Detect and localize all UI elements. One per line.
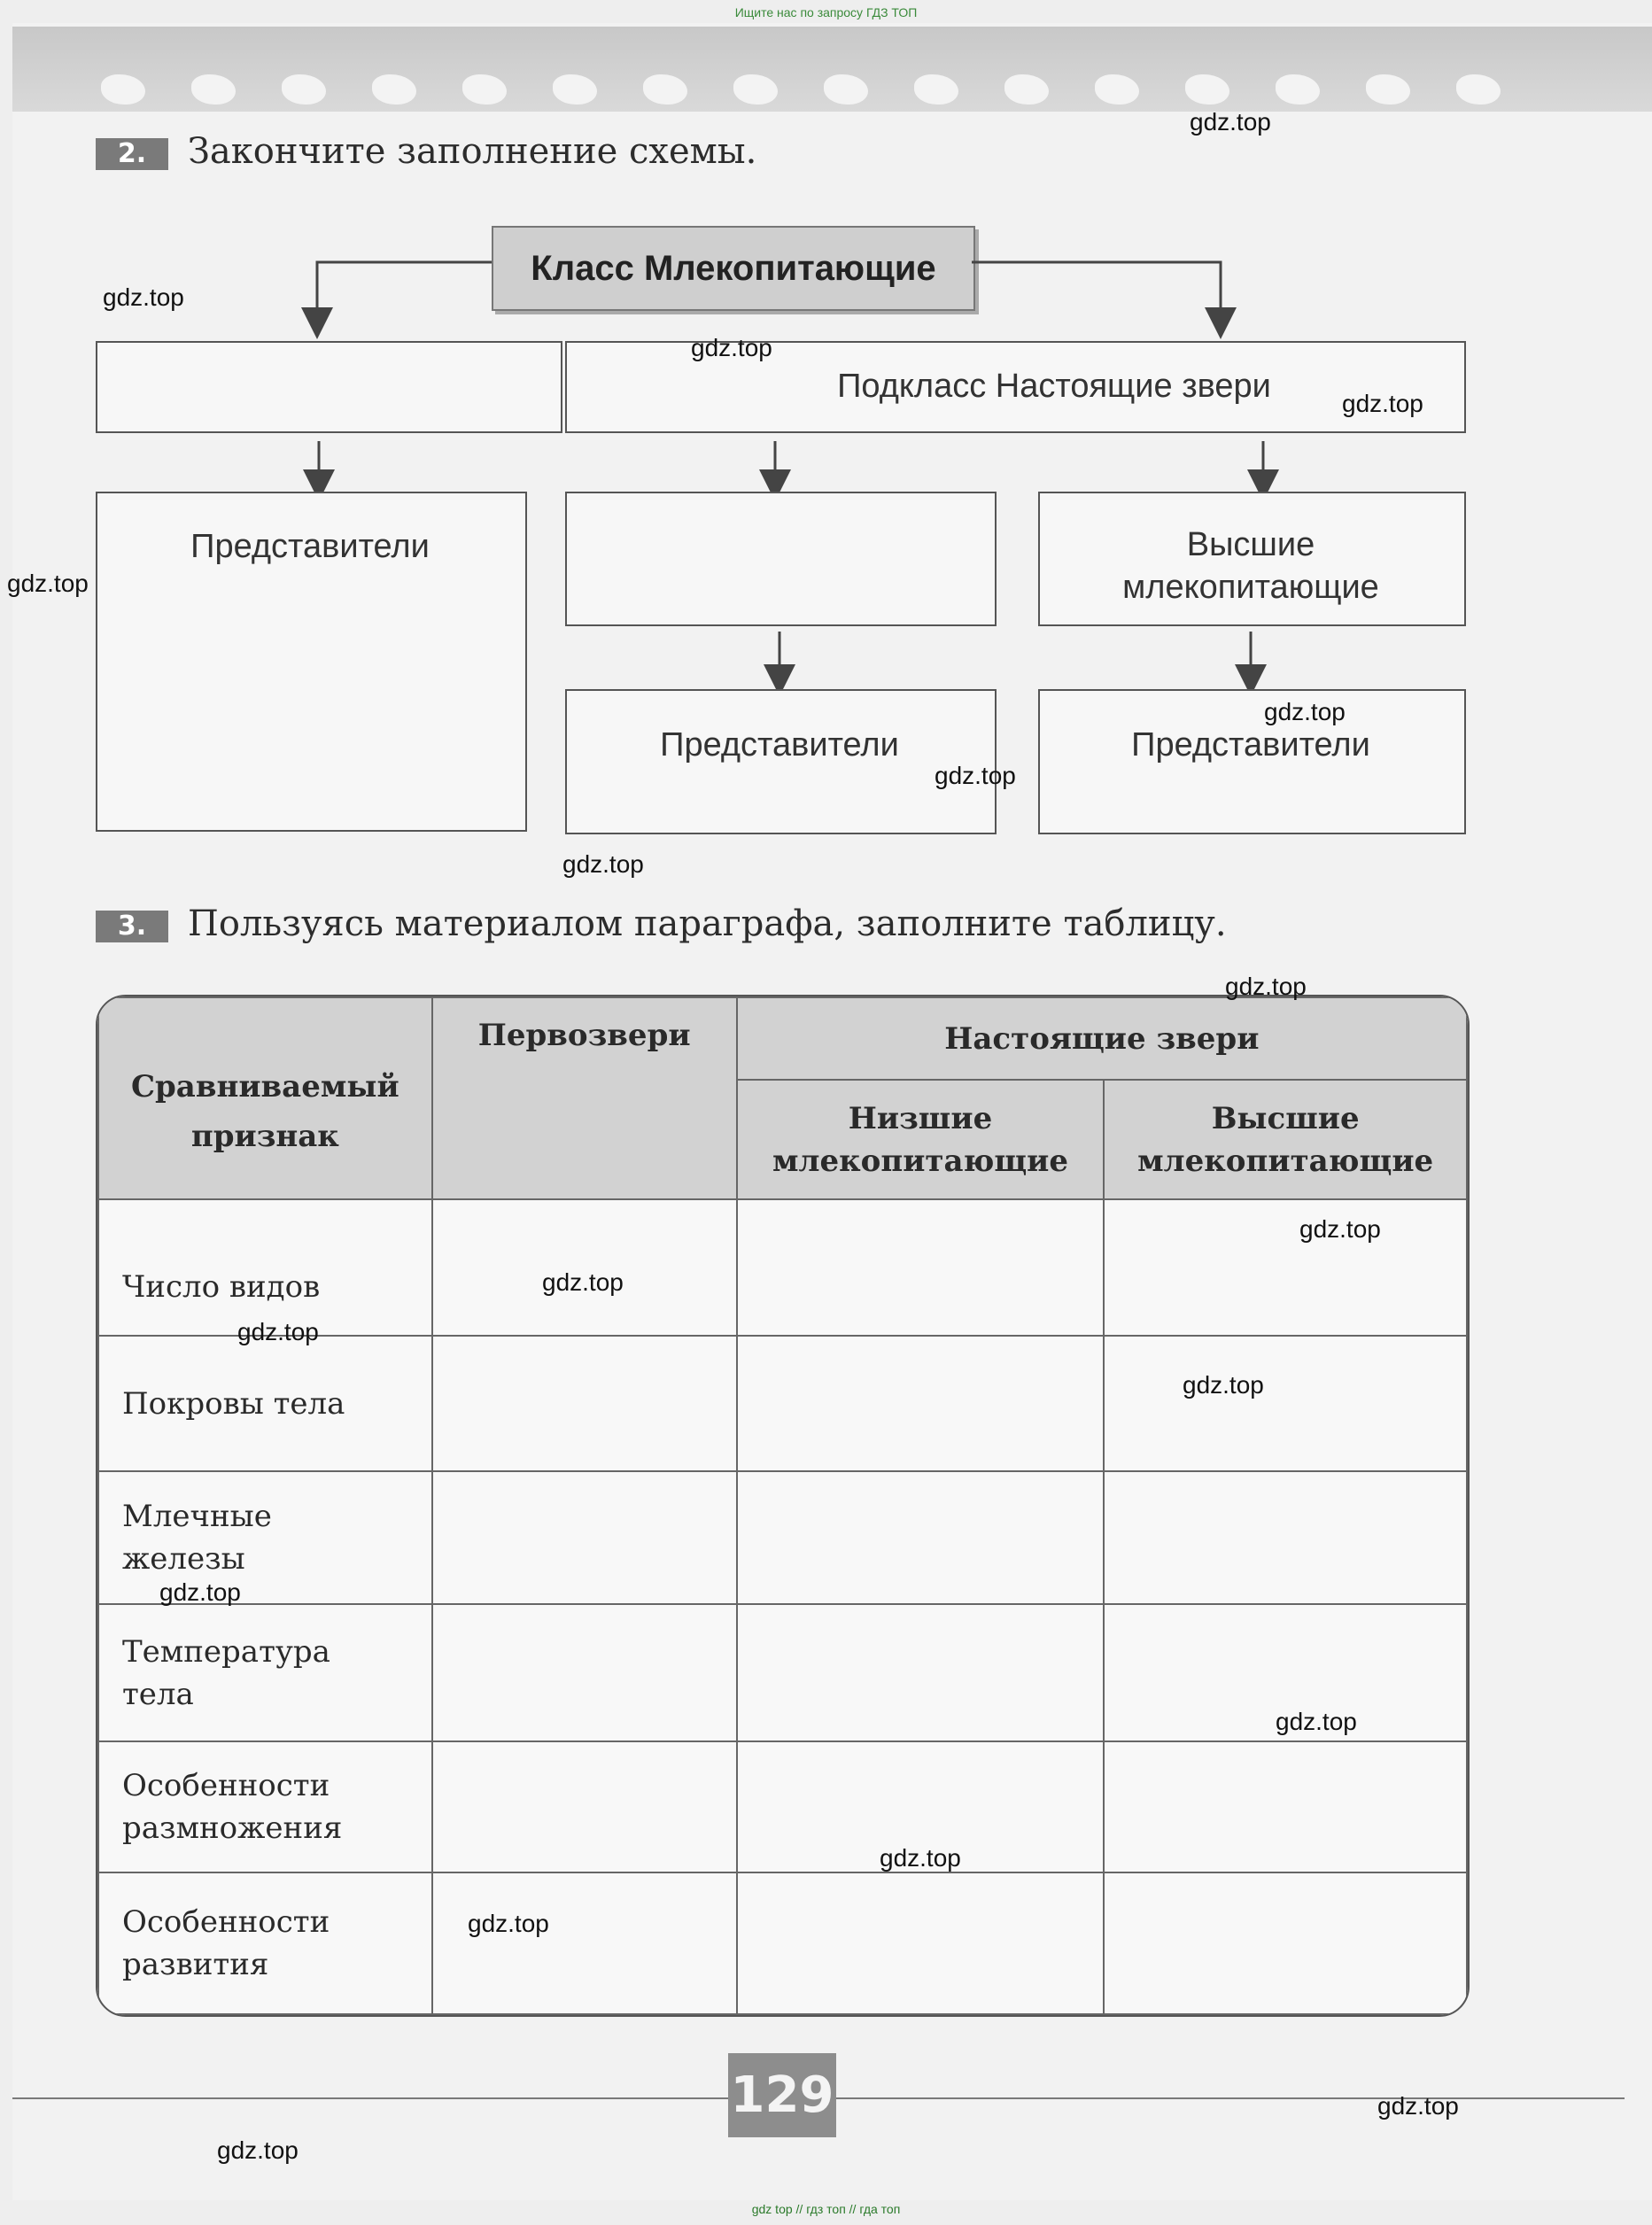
watermark: gdz.top [1264, 698, 1346, 725]
scheme-root-label: Класс Млекопитающие [531, 249, 936, 288]
row-species-count: Число видов [98, 1199, 432, 1336]
watermark: gdz.top [1299, 1215, 1381, 1243]
arrow-root-right [972, 262, 1221, 323]
scheme-box-empty-mid [565, 492, 997, 626]
row-body-temperature: Температура тела [98, 1604, 432, 1741]
task-3-badge: 3. [96, 911, 168, 942]
watermark: gdz.top [542, 1268, 624, 1296]
watermark: gdz.top [217, 2136, 299, 2164]
watermark: gdz.top [237, 1318, 319, 1345]
table-row [98, 1199, 1467, 1336]
header-feature: Сравниваемый признак [98, 997, 432, 1199]
watermark: gdz.top [880, 1844, 961, 1872]
watermark: gdz.top [1276, 1708, 1357, 1735]
table-cell[interactable] [432, 1199, 737, 1336]
scheme-representatives-mid-label: Представители [660, 726, 899, 764]
scheme-box-empty-left [96, 341, 562, 433]
watermark: gdz.top [1377, 2092, 1459, 2120]
row-reproduction: Особенности размножения [98, 1741, 432, 1872]
watermark: gdz.top [468, 1910, 549, 1937]
watermark: gdz.top [935, 762, 1016, 789]
page-number: 129 [728, 2053, 836, 2137]
table-row [98, 1604, 1467, 1741]
table-cell[interactable] [1104, 1872, 1467, 2014]
table-cell[interactable] [1104, 1336, 1467, 1471]
table-cell[interactable] [1104, 1741, 1467, 1872]
watermark: gdz.top [691, 334, 772, 361]
header-lower-mammals: Низшие млекопитающие [737, 1080, 1105, 1199]
watermark: gdz.top [1183, 1371, 1264, 1399]
table-cell[interactable] [737, 1336, 1105, 1471]
watermark: gdz.top [7, 570, 89, 597]
table-cell[interactable] [432, 1741, 737, 1872]
arrow-root-left [317, 262, 492, 323]
table-cell[interactable] [432, 1872, 737, 2014]
row-development: Особенности развития [98, 1872, 432, 2014]
watermark: gdz.top [1225, 973, 1307, 1000]
task-2-badge: 2. [96, 138, 168, 170]
table-row [98, 1471, 1467, 1604]
watermark: gdz.top [103, 283, 184, 311]
scheme-subclass-label: Подкласс Настоящие звери [837, 368, 1271, 405]
scheme-representatives-right-label: Представители [1131, 726, 1370, 764]
bottom-note: gdz top // гдз топ // гда топ [751, 2202, 901, 2216]
table-cell[interactable] [432, 1336, 737, 1471]
scheme-higher-label: Высшие млекопитающие [1122, 526, 1379, 606]
task-2-text: Закончите заполнение схемы. [188, 131, 757, 172]
watermark: gdz.top [1190, 108, 1271, 136]
table-cell[interactable] [737, 1872, 1105, 2014]
row-body-covering: Покровы тела [98, 1336, 432, 1471]
table-row [98, 1872, 1467, 2014]
watermark: gdz.top [562, 850, 644, 878]
table-row [98, 1741, 1467, 1872]
table-cell[interactable] [432, 1604, 737, 1741]
table-row [98, 1336, 1467, 1471]
table-cell[interactable] [737, 1604, 1105, 1741]
scheme-representatives-left-label: Представители [190, 528, 430, 565]
table-cell[interactable] [1104, 1471, 1467, 1604]
header-higher-mammals: Высшие млекопитающие [1104, 1080, 1467, 1199]
watermark: gdz.top [1342, 390, 1423, 417]
watermark: gdz.top [159, 1578, 241, 1606]
table-cell[interactable] [432, 1471, 737, 1604]
header-monotremes: Первозвери [432, 997, 737, 1199]
table-cell[interactable] [737, 1199, 1105, 1336]
task-3-text: Пользуясь материалом параграфа, заполните таблицу. [188, 903, 1227, 944]
table-cell[interactable] [1104, 1199, 1467, 1336]
header-true-beasts: Настоящие звери [737, 997, 1467, 1080]
comparison-table [96, 995, 1470, 2017]
row-mammary-glands: Млечные железы [98, 1471, 432, 1604]
top-note: Ищите нас по запросу ГДЗ ТОП [734, 5, 918, 19]
table-cell[interactable] [737, 1471, 1105, 1604]
